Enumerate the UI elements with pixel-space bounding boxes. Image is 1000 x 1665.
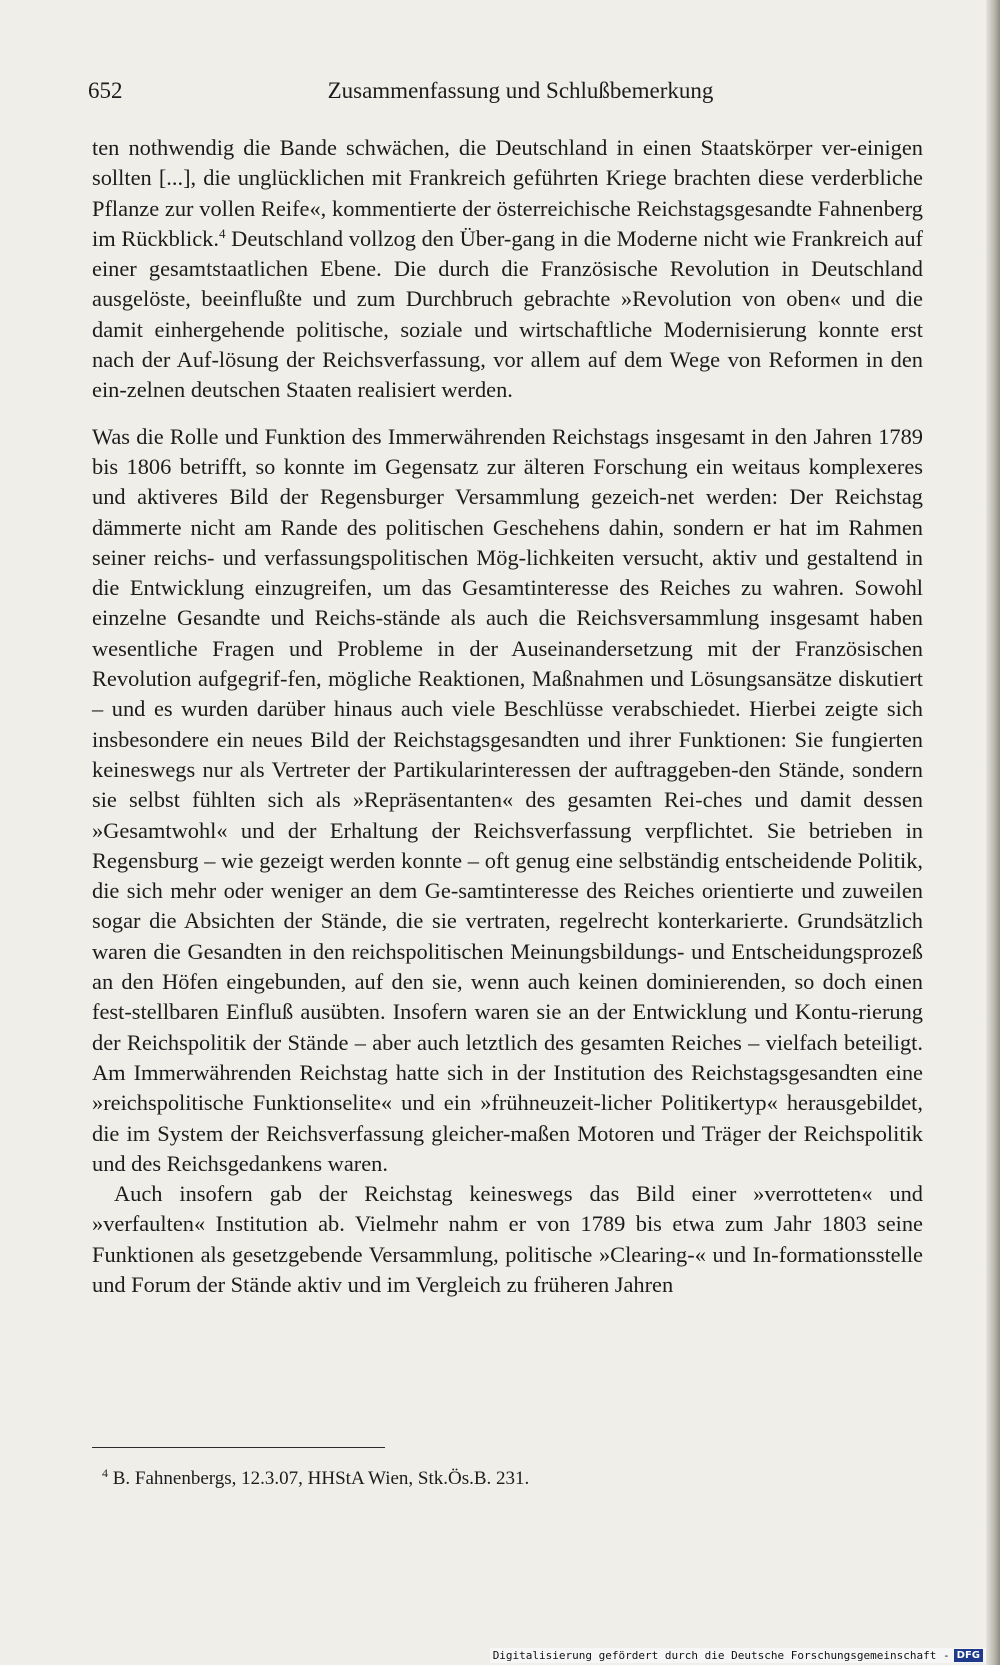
page-header xyxy=(88,78,923,112)
paragraph-3: Auch insofern gab der Reichstag keineswegs das Bild einer »verrotteten« und »verfaulten« Institution ab. Vielmehr nahm er von 1789 bis etwa zum Jahr 1803 seine Funktionen als gesetzgebende Versammlung, politische »Clearing-« und In-formationsstelle und Forum der Stände aktiv und im Vergleich zu früheren Jahren xyxy=(92,1181,923,1297)
running-title: Zusammenfassung und Schlußbemerkung xyxy=(327,78,714,103)
paragraph-1-part-1: ten nothwendig die Bande schwächen, die Deutschland in einen Staatskörper ver-einigen sollten [...], die unglücklichen mit Frankreich geführten Kriege brachten diese verderbliche Pflanze zur vollen Reife«, kommentierte der österreichische Reichstagsgesandte Fahnenberg im Rückblick. xyxy=(92,135,923,251)
paragraph-2: Was die Rolle und Funktion des Immerwährenden Reichstags insgesamt in den Jahren 1789 bis 1806 betrifft, so konnte im Gegensatz zur älteren Forschung ein weitaus komplexeres und aktiveres Bild der Regensburger Versammlung gezeich-net werden: Der Reichstag dämmerte nicht am Rande des politischen Geschehens dahin, sondern er hat im Rahmen seiner reichs- und verfassungspolitischen Mög-lichkeiten versucht, aktiv und gestaltend in die Entwicklung einzugreifen, um das Gesamtinteresse des Reiches zu wahren. Sowohl einzelne Gesandte und Reichs-stände als auch die Reichsversammlung insgesamt haben wesentliche Fragen und Probleme in der Auseinandersetzung mit der Französischen Revolution aufgegrif-fen, mögliche Reaktionen, Maßnahmen und Lösungsansätze diskutiert – und es wurden darüber hinaus auch viele Beschlüsse verabschiedet. Hierbei zeigte sich insbesondere ein neues Bild der Reichstagsgesandten und ihrer Funktionen: Sie fungierten keineswegs nur als Vertreter der Partikularinteressen der auftraggeben-den Stände, sondern sie selbst fühlten sich als »Repräsentanten« des gesamten Rei-ches und damit dessen »Gesamtwohl« und der Erhaltung der Reichsverfassung verpflichtet. Sie betrieben in Regensburg – wie gezeigt werden konnte – oft genug eine selbständig entscheidende Politik, die sich mehr oder weniger an dem Ge-samtinteresse des Reiches orientierte und zuweilen sogar die Absichten der Stände, die sie vertraten, regelrecht konterkarierte. Grundsätzlich waren die Gesandten in den reichspolitischen Meinungsbildungs- und Entscheidungsprozeß an den Höfen eingebunden, auf den sie, wenn auch keinen dominierenden, so doch einen fest-stellbaren Einfluß ausübten. Insofern waren sie an der Entwicklung und Kontu-rierung der Reichspolitik der Stände – aber auch letztlich des gesamten Reiches – vielfach beteiligt. Am Immerwährenden Reichstag hatte sich in der Institution des Reichstagsgesandten eine »reichspolitische Funktionselite« und ein »frühneuzeit-licher Politikertyp« herausgebildet, die im System der Reichsverfassung gleicher-maßen Motoren und Träger der Reichspolitik und des Reichsgedankens waren. xyxy=(92,423,923,1176)
digitization-credit xyxy=(490,1648,986,1664)
footnote-reference: 4 xyxy=(218,225,226,241)
dfg-logo-icon: DFG xyxy=(954,1649,983,1662)
page-number: 652 xyxy=(88,78,123,103)
credit-text: Digitalisierung gefördert durch die Deutsche Forschungsgemeinschaft - xyxy=(492,1648,950,1662)
footnote xyxy=(102,1466,902,1492)
footnote-text: B. Fahnenbergs, 12.3.07, HHStA Wien, Stk.Ös.B. 231. xyxy=(108,1468,530,1489)
paragraph-1 xyxy=(92,133,923,406)
paragraph-1-part-2: Deutschland vollzog den Über-gang in die Moderne nicht wie Frankreich auf einer gesamtstaatlichen Ebene. Die durch die Französische Revolution in Deutschland ausgelöste, beeinflußte und zum Durchbruch gebrachte »Revolution von oben« und die damit einhergehende politische, soziale und wirtschaftliche Modernisierung konnte erst nach der Auf-lösung der Reichsverfassung, vor allem auf dem Wege von Reformen in den ein-zelnen deutschen Staaten realisiert werden. xyxy=(92,225,923,403)
page-edge-shadow xyxy=(986,0,1000,1665)
footnote-separator xyxy=(92,1447,385,1448)
body-text xyxy=(92,133,923,1300)
footnote-marker: 4 xyxy=(102,1466,108,1480)
